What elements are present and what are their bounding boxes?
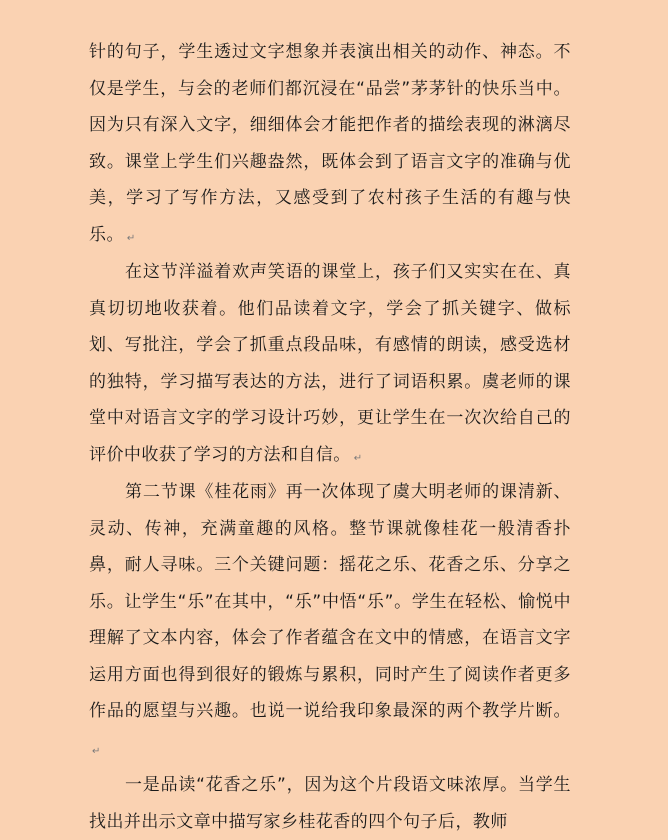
paragraph-mark-icon: ↵	[126, 232, 136, 244]
paragraph-mark-icon: ↵	[92, 745, 101, 757]
paragraph-3	[89, 474, 571, 766]
paragraph-2-text: 在这节洋溢着欢声笑语的课堂上，孩子们又实实在在、真真切切地收获着。他们品读着文字，学会了抓关键字、做标划、写批注，学会了抓重点段品味，有感情的朗读，感受选材的独特，学习描写表达的方法，进行了词语积累。虞老师的课堂中对语言文字的学习设计巧妙，更让学生在一次次给自己的评价中收获了学习的方法和自信。	[89, 262, 571, 465]
paragraph-3-text: 第二节课《桂花雨》再一次体现了虞大明老师的课清新、灵动、传神，充满童趣的风格。整节课就像桂花一般清香扑鼻，耐人寻味。三个关键问题：摇花之乐、花香之乐、分享之乐。让学生“乐”在其中，“乐”中悟“乐”。学生在轻松、愉悦中理解了文本内容，体会了作者蕴含在文中的情感，在语言文字运用方面也得到很好的锻炼与累积，同时产生了阅读作者更多作品的愿望与兴趣。也说一说给我印象最深的两个教学片断。	[89, 482, 571, 721]
paragraph-4-text: 一是品读“花香之乐”，因为这个片段语文味浓厚。当学生找出并出示文章中描写家乡桂花香的四个句子后，教师	[89, 775, 571, 832]
paragraph-1	[89, 34, 571, 253]
paragraph-2	[89, 254, 571, 473]
paragraph-mark-icon: ↵	[353, 452, 363, 464]
paragraph-4	[89, 767, 571, 840]
paragraph-1-text: 针的句子，学生透过文字想象并表演出相关的动作、神态。不仅是学生，与会的老师们都沉浸在“品尝”茅茅针的快乐当中。因为只有深入文字，细细体会才能把作者的描绘表现的淋漓尽致。课堂上学生们兴趣盎然，既体会到了语言文字的准确与优美，学习了写作方法，又感受到了农村孩子生活的有趣与快乐。	[89, 42, 571, 245]
